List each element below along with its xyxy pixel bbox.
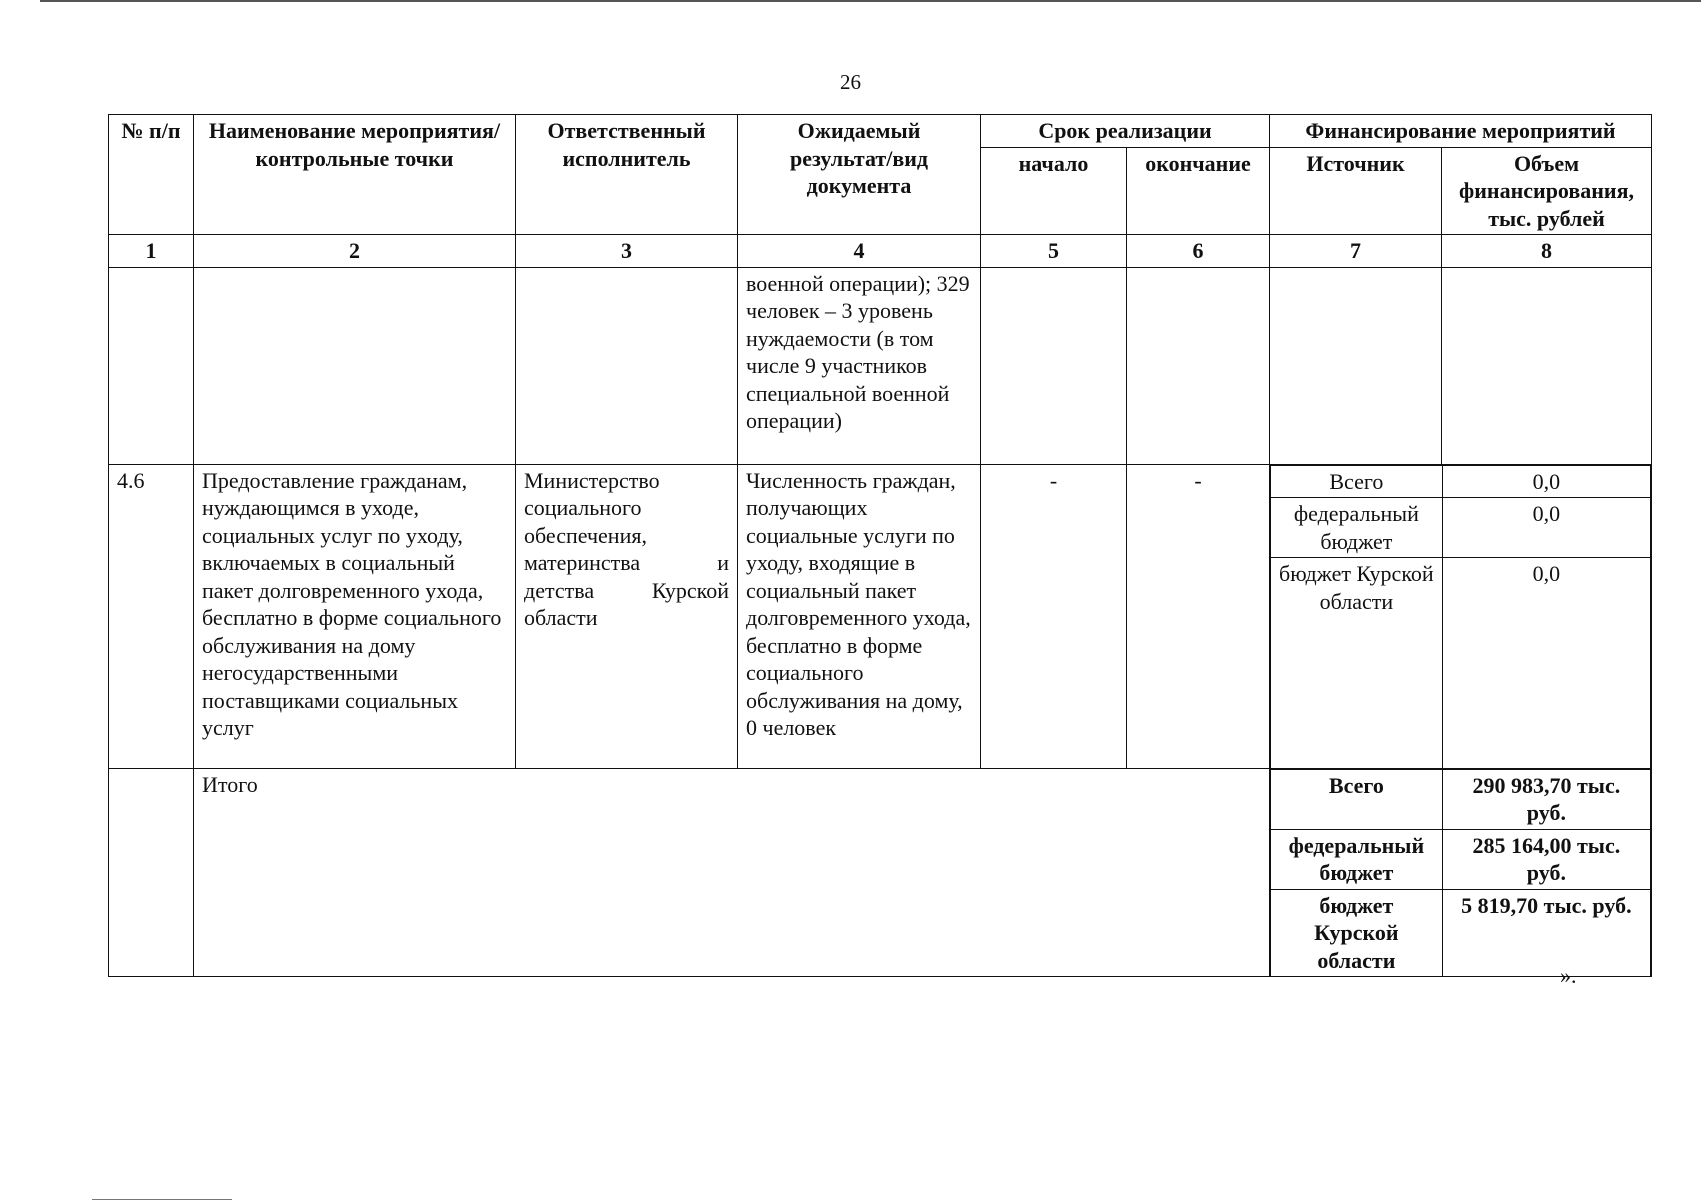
header-responsible: Ответственный исполнитель bbox=[516, 115, 738, 235]
funding-source: Всего bbox=[1271, 465, 1443, 498]
responsible-line: Министерство социального обеспечения, bbox=[524, 467, 660, 548]
funding-row bbox=[1271, 465, 1651, 498]
funding-row bbox=[1271, 558, 1651, 768]
start-date: - bbox=[981, 464, 1127, 768]
total-row bbox=[109, 768, 1652, 977]
funding-table bbox=[1270, 465, 1651, 768]
header-volume: Объем финансирования, тыс. рублей bbox=[1442, 147, 1652, 235]
funding-amount: 0,0 bbox=[1442, 558, 1650, 768]
funding-source: федеральный бюджет bbox=[1271, 498, 1443, 558]
continuation-result: военной операции); 329 человек – 3 уровень нуждаемости (в том числе 9 участников специальной военной операции) bbox=[738, 267, 981, 464]
column-number: 3 bbox=[516, 235, 738, 268]
header-start: начало bbox=[981, 147, 1127, 235]
column-number: 8 bbox=[1442, 235, 1652, 268]
scan-top-edge bbox=[40, 0, 1701, 2]
total-funding-cell bbox=[1270, 768, 1652, 977]
funding-amount: 290 983,70 тыс. руб. bbox=[1442, 769, 1650, 829]
column-number: 5 bbox=[981, 235, 1127, 268]
column-number-row bbox=[109, 235, 1652, 268]
responsible-executor bbox=[516, 464, 738, 768]
closing-quote-mark: ». bbox=[1560, 963, 1577, 988]
table-row bbox=[109, 464, 1652, 768]
header-num: № п/п bbox=[109, 115, 194, 235]
header-row-1 bbox=[109, 115, 1652, 148]
column-number: 2 bbox=[194, 235, 516, 268]
header-term: Срок реализации bbox=[981, 115, 1270, 148]
header-result: Ожидаемый результат/вид документа bbox=[738, 115, 981, 235]
header-end: окончание bbox=[1127, 147, 1270, 235]
funding-source: федеральный бюджет bbox=[1271, 829, 1443, 889]
column-number: 4 bbox=[738, 235, 981, 268]
column-number: 7 bbox=[1270, 235, 1442, 268]
funding-amount: 5 819,70 тыс. руб. bbox=[1442, 889, 1650, 976]
funding-amount: 0,0 bbox=[1442, 498, 1650, 558]
funding-row bbox=[1271, 829, 1651, 889]
header-source: Источник bbox=[1270, 147, 1442, 235]
responsible-line: материнства и bbox=[524, 550, 729, 575]
activities-table bbox=[108, 114, 1652, 977]
funding-source: Всего bbox=[1271, 769, 1443, 829]
funding-source: бюджет Курской области bbox=[1271, 889, 1443, 976]
header-name: Наименование мероприятия/контрольные точки bbox=[194, 115, 516, 235]
activity-name: Предоставление гражданам, нуждающимся в уходе, социальных услуг по уходу, включаемых в социальный пакет долговременного ухода, бесплатно в форме социального обслуживания на дому негосударственными поставщиками социальных услуг bbox=[194, 464, 516, 768]
end-date: - bbox=[1127, 464, 1270, 768]
column-number: 1 bbox=[109, 235, 194, 268]
funding-amount: 0,0 bbox=[1442, 465, 1650, 498]
column-number: 6 bbox=[1127, 235, 1270, 268]
funding-row bbox=[1271, 889, 1651, 976]
page-number: 26 bbox=[840, 70, 861, 94]
row-number: 4.6 bbox=[109, 464, 194, 768]
expected-result: Численность граждан, получающих социальные услуги по уходу, входящие в социальный пакет долговременного ухода, бесплатно в форме социального обслуживания на дому, 0 человек bbox=[738, 464, 981, 768]
header-financing: Финансирование мероприятий bbox=[1270, 115, 1652, 148]
funding-cell bbox=[1270, 464, 1652, 768]
total-funding-table bbox=[1270, 769, 1651, 977]
funding-source: бюджет Курской области bbox=[1271, 558, 1443, 768]
total-label: Итого bbox=[194, 768, 1270, 977]
responsible-line: области bbox=[524, 605, 598, 630]
responsible-line: детства Курской bbox=[524, 577, 729, 603]
funding-row bbox=[1271, 769, 1651, 829]
funding-row bbox=[1271, 498, 1651, 558]
continuation-row bbox=[109, 267, 1652, 464]
funding-amount: 285 164,00 тыс. руб. bbox=[1442, 829, 1650, 889]
